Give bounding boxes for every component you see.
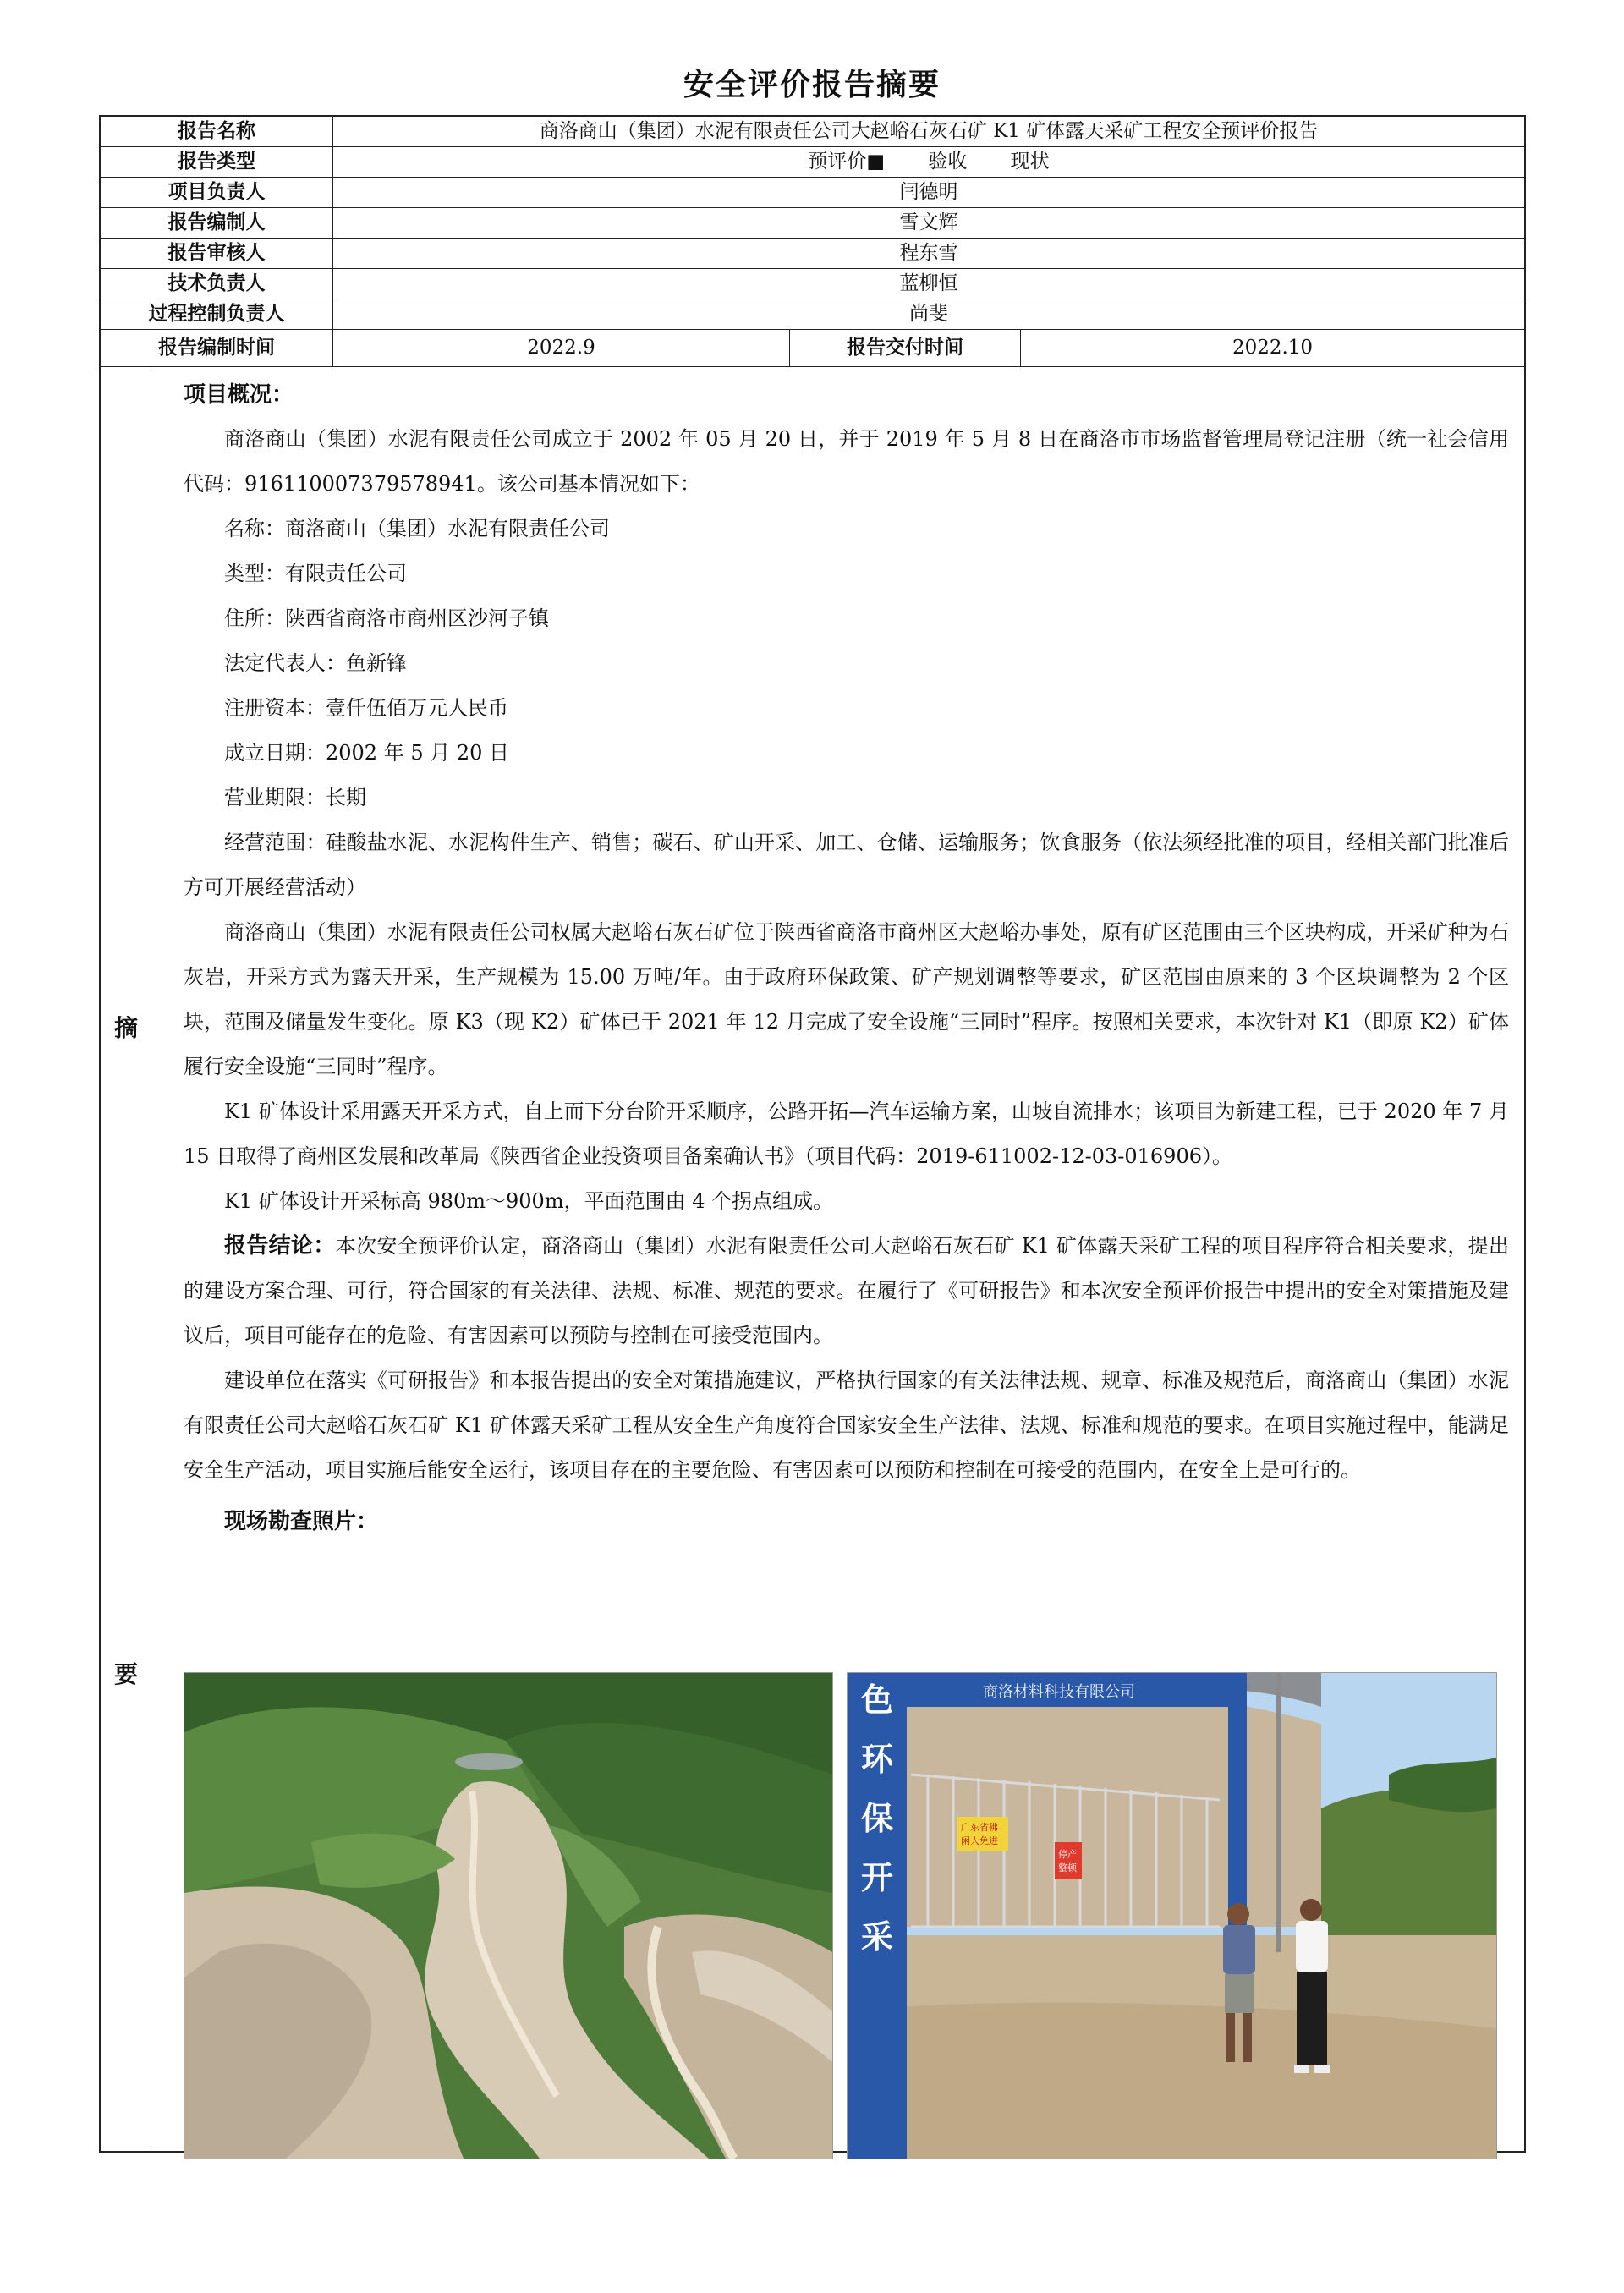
- label-report-name: 报告名称: [101, 117, 333, 146]
- summary-side-column: [101, 367, 151, 2151]
- svg-text:开: 开: [861, 1859, 894, 1896]
- svg-text:整顿: 整顿: [1058, 1862, 1077, 1873]
- info-capital: 注册资本：壹仟伍佰万元人民币: [224, 696, 508, 720]
- value-report-type: [333, 147, 1524, 177]
- paragraph-conclusion-1: [184, 1224, 1509, 1358]
- row-report-type: [101, 147, 1524, 178]
- svg-text:色: 色: [861, 1681, 894, 1719]
- svg-text:环: 环: [861, 1741, 894, 1778]
- paragraph-k1-design: K1 矿体设计采用露天开采方式，自上而下分台阶开采顺序，公路开拓—汽车运输方案，山坡自流排水；该项目为新建工程，已于 2020 年 7 月 15 日取得了商州区发展和改革局《陕西省企业投资项目备案确认书》（项目代码：2019-611002-12-03-016906）。: [184, 1100, 1509, 1168]
- label-delivery-time: 报告交付时间: [790, 330, 1021, 366]
- aerial-quarry-image: [184, 1673, 832, 2159]
- side-char-zhai: 摘: [113, 1014, 138, 1042]
- value-project-leader: 闫德明: [899, 181, 958, 203]
- paragraph-k1-elevation: K1 矿体设计开采标高 980m～900m，平面范围由 4 个拐点组成。: [224, 1189, 834, 1213]
- side-char-yao: 要: [113, 1660, 138, 1688]
- page-title: 安全评价报告摘要: [683, 68, 941, 102]
- paragraph-conclusion-2: 建设单位在落实《可研报告》和本报告提出的安全对策措施建议，严格执行国家的有关法律法规、规章、标准及规范后，商洛商山（集团）水泥有限责任公司大赵峪石灰石矿 K1 矿体露天采矿工程从安全生产角度符合国家安全生产法律、法规、标准和规范的要求。在项目实施过程中，能满足安全生产活动，项目实施后能安全运行，该项目存在的主要危险、有害因素可以预防和控制在可接受的范围内，在安全上是可行的。: [184, 1369, 1509, 1482]
- type-option-pre: 预评价■: [808, 151, 886, 173]
- info-term: 营业期限：长期: [224, 786, 366, 809]
- value-compile-time: 2022.9: [333, 330, 790, 366]
- info-founded: 成立日期：2002 年 5 月 20 日: [224, 741, 510, 765]
- person-right: [1294, 1899, 1330, 2073]
- row-reviewer: [101, 239, 1524, 269]
- row-dates: [101, 330, 1524, 367]
- info-name: 名称：商洛商山（集团）水泥有限责任公司: [224, 517, 610, 540]
- label-report-type: 报告类型: [101, 147, 333, 177]
- row-report-name: [101, 117, 1524, 147]
- gate-top-sign-text: 商洛材料科技有限公司: [983, 1683, 1135, 1701]
- gate-sign-1-text: 广东省佛: [961, 1822, 998, 1833]
- svg-text:闲人免进: 闲人免进: [961, 1835, 998, 1846]
- overview-heading: 项目概况：: [184, 382, 294, 408]
- value-tech-leader: 蓝柳恒: [899, 272, 958, 294]
- value-process-control: 尚斐: [909, 303, 948, 325]
- site-gate-photo: [847, 1672, 1497, 2159]
- type-option-acceptance: 验收: [928, 151, 968, 173]
- info-type: 类型：有限责任公司: [224, 562, 407, 585]
- summary-content: [151, 367, 1524, 2151]
- row-tech-leader: [101, 269, 1524, 299]
- row-process-control: [101, 299, 1524, 330]
- site-gate-image: [848, 1673, 1496, 2159]
- label-reviewer: 报告审核人: [101, 239, 333, 268]
- row-compiler: [101, 208, 1524, 239]
- label-compile-time: 报告编制时间: [101, 330, 333, 366]
- info-address: 住所：陕西省商洛市商州区沙河子镇: [224, 606, 549, 630]
- conclusion-text-1: 本次安全预评价认定，商洛商山（集团）水泥有限责任公司大赵峪石灰石矿 K1 矿体露天采矿工程的项目程序符合相关要求，提出的建设方案合理、可行，符合国家的有关法律、法规、标准、规范的要求。在履行了《可研报告》和本次安全预评价报告中提出的安全对策措施及建议后，项目可能存在的危险、有害因素可以预防与控制在可接受范围内。: [184, 1234, 1509, 1347]
- value-report-name: 商洛商山（集团）水泥有限责任公司大赵峪石灰石矿 K1 矿体露天采矿工程安全预评价报告: [539, 120, 1319, 142]
- gate-sign-2-text: 停产: [1058, 1849, 1077, 1860]
- label-tech-leader: 技术负责人: [101, 269, 333, 299]
- label-project-leader: 项目负责人: [101, 178, 333, 207]
- svg-text:采: 采: [861, 1918, 894, 1956]
- type-option-current: 现状: [1010, 151, 1050, 173]
- info-legal-rep: 法定代表人：鱼新锋: [224, 651, 407, 675]
- label-process-control: 过程控制负责人: [101, 299, 333, 329]
- conclusion-heading: 报告结论：: [224, 1233, 336, 1259]
- svg-text:保: 保: [861, 1800, 894, 1837]
- value-compiler: 雪文辉: [899, 211, 958, 233]
- paragraph-mine-location: 商洛商山（集团）水泥有限责任公司权属大赵峪石灰石矿位于陕西省商洛市商州区大赵峪办事处，原有矿区范围由三个区块构成，开采矿种为石灰岩，开采方式为露天开采，生产规模为 15.00 万吨/年。由于政府环保政策、矿产规划调整等要求，矿区范围由原来的 3 个区块调整为 2 个区块，范围及储量发生变化。原 K3（现 K2）矿体已于 2021 年 12 月完成了安全设施“三同时”程序。按照相关要求，本次针对 K1（即原 K2）矿体履行安全设施“三同时”程序。: [184, 920, 1509, 1078]
- label-compiler: 报告编制人: [101, 208, 333, 238]
- aerial-quarry-photo: [184, 1672, 833, 2159]
- summary-table: [99, 115, 1526, 2153]
- value-reviewer: 程东雪: [899, 242, 958, 264]
- row-project-leader: [101, 178, 1524, 208]
- value-delivery-time: 2022.10: [1232, 337, 1314, 359]
- info-scope: 经营范围：硅酸盐水泥、水泥构件生产、销售；碳石、矿山开采、加工、仓储、运输服务；饮食服务（依法须经批准的项目，经相关部门批准后方可开展经营活动）: [184, 831, 1509, 899]
- paragraph-company-intro: 商洛商山（集团）水泥有限责任公司成立于 2002 年 05 月 20 日，并于 2019 年 5 月 8 日在商洛市市场监督管理局登记注册（统一社会信用代码：916110007379578941。该公司基本情况如下：: [184, 427, 1509, 496]
- photos-heading: 现场勘查照片：: [224, 1509, 379, 1534]
